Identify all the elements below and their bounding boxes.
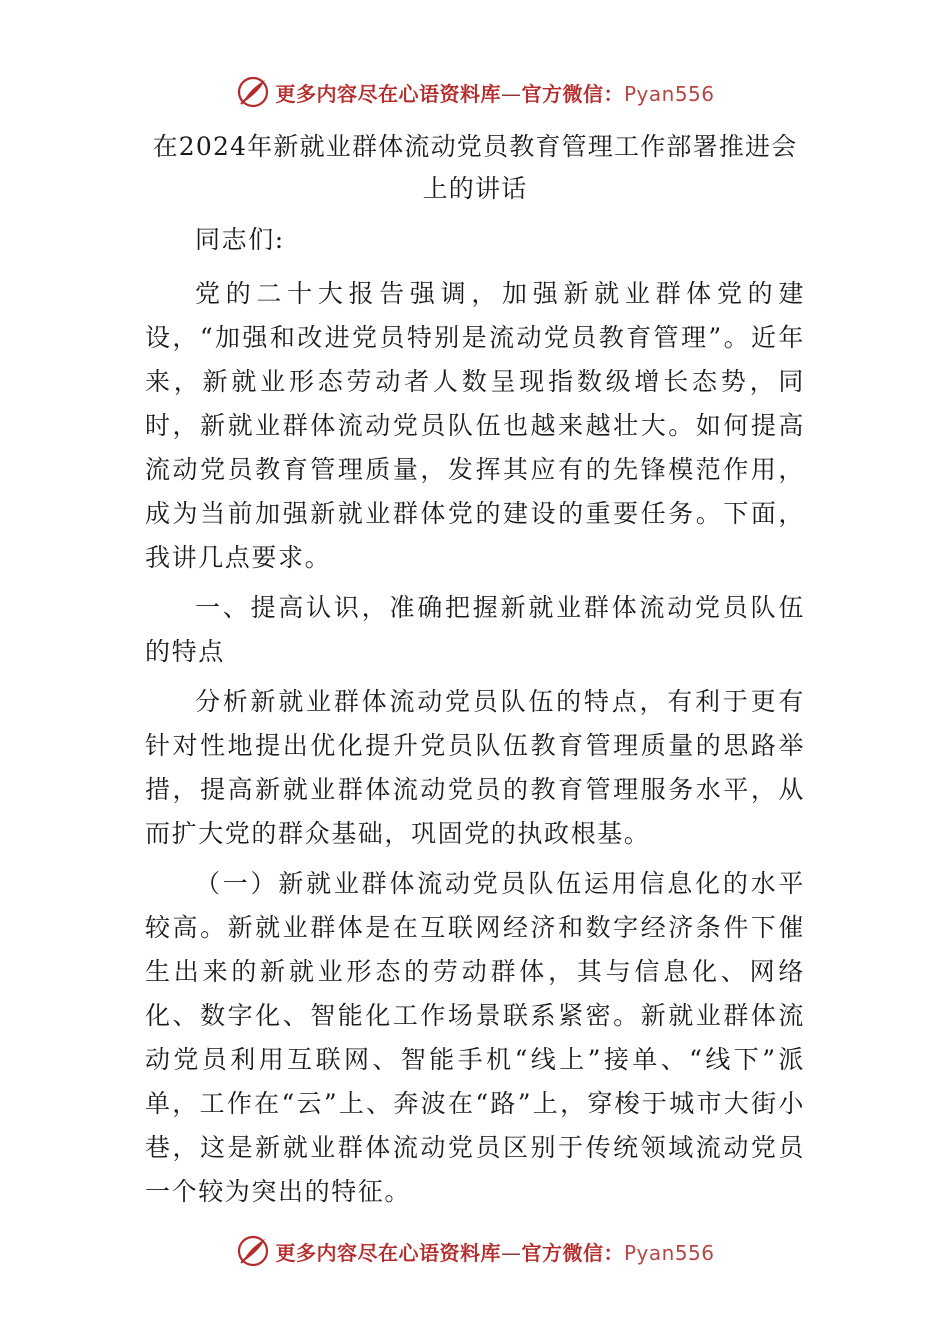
watermark-text-line [275,78,714,107]
watermark-brand: 更多内容尽在心语资料库 [275,1240,501,1265]
watermark-label: 官方微信： [521,1240,624,1265]
watermark-brand: 更多内容尽在心语资料库 [275,81,501,106]
watermark-separator: — [500,81,522,106]
quill-logo-icon [235,1233,271,1269]
paragraph-intro: 党的二十大报告强调，加强新就业群体党的建设，“加强和改进党员特别是流动党员教育管理”。近年来，新就业形态劳动者人数呈现指数级增长态势，同时，新就业群体流动党员队伍也越来越壮大。如何提高流动党员教育管理质量，发挥其应有的先锋模范作用，成为当前加强新就业群体党的建设的重要任务。下面，我讲几点要求。 [145,279,805,572]
quill-logo-icon [235,74,271,110]
paragraph-analysis: 分析新就业群体流动党员队伍的特点，有利于更有针对性地提出优化提升党员队伍教育管理质量的思路举措，提高新就业群体流动党员的教育管理服务水平，从而扩大党的群众基础，巩固党的执政根基。 [145,687,805,848]
watermark-handle: Pyan556 [623,81,715,106]
watermark-footer [0,1231,950,1271]
document-title: 在2024年新就业群体流动党员教育管理工作部署推进会上的讲话 [152,132,798,203]
section-heading-1: 一、提高认识，准确把握新就业群体流动党员队伍的特点 [145,593,805,666]
watermark-handle: Pyan556 [623,1240,715,1265]
paragraph-point-1: （一）新就业群体流动党员队伍运用信息化的水平较高。新就业群体是在互联网经济和数字经济条件下催生出来的新就业形态的劳动群体，其与信息化、网络化、数字化、智能化工作场景联系紧密。新就业群体流动党员利用互联网、智能手机“线上”接单、“线下”派单，工作在“云”上、奔波在“路”上，穿梭于城市大街小巷，这是新就业群体流动党员区别于传统领域流动党员一个较为突出的特征。 [145,869,805,1206]
watermark-header [0,72,950,112]
greeting: 同志们: [195,225,285,254]
document-body [145,218,805,1220]
watermark-text-line [275,1237,714,1266]
watermark-label: 官方微信： [521,81,624,106]
watermark-separator: — [500,1240,522,1265]
